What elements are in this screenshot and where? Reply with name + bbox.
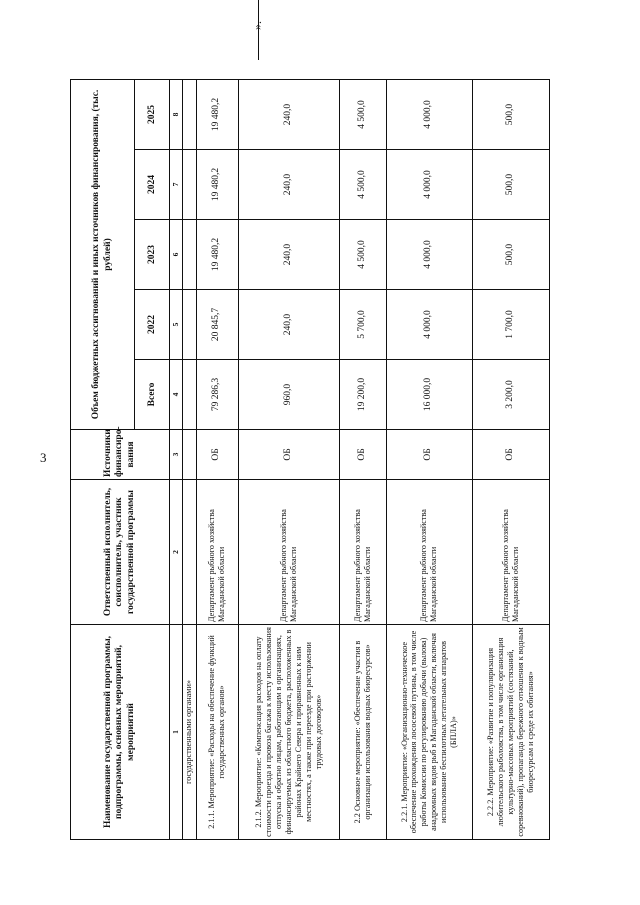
row-name: 2.2.2. Мероприятие: «Развитие и популяризация любительского рыболовства, в том числе организация культурно-массовых мероприятий (состязаний, соревнований), пропаганда бережного отношения к водным биоресурсам и среде их обитания» xyxy=(472,625,549,840)
col-number: 4 xyxy=(170,360,182,430)
header-source: Источники финансиро-вания xyxy=(71,430,170,480)
row-total: 960,0 xyxy=(238,360,340,430)
header-2024: 2024 xyxy=(135,150,170,220)
row-executor: Департамент рыбного хозяйства Магаданской области xyxy=(196,480,238,625)
budget-table xyxy=(70,79,550,840)
row-2022: 5 700,0 xyxy=(340,290,386,360)
col-number: 2 xyxy=(170,480,182,625)
row-total: 79 286,3 xyxy=(196,360,238,430)
table-row xyxy=(182,79,196,839)
row-total: 16 000,0 xyxy=(386,360,472,430)
row-2025: 240,0 xyxy=(238,79,340,149)
header-name: Наименование государственной программы, подпрограммы, основных мероприятий, мероприятий xyxy=(71,625,170,840)
row-2025: 4 500,0 xyxy=(340,79,386,149)
col-number: 1 xyxy=(170,625,182,840)
row-total: 19 200,0 xyxy=(340,360,386,430)
header-2022: 2022 xyxy=(135,290,170,360)
row-2025: 500,0 xyxy=(472,79,549,149)
row-2023: 4 500,0 xyxy=(340,220,386,290)
row-executor: Департамент рыбного хозяйства Магаданской области xyxy=(472,480,549,625)
row-name: 2.2 Основное мероприятие: «Обеспечение участия в организации использования водных биоресурсов» xyxy=(340,625,386,840)
col-number: 7 xyxy=(170,150,182,220)
row-2023: 240,0 xyxy=(238,220,340,290)
col-number: 3 xyxy=(170,430,182,480)
row-2024: 240,0 xyxy=(238,150,340,220)
row-executor: Департамент рыбного хозяйства Магаданской области xyxy=(386,480,472,625)
header-2025: 2025 xyxy=(135,79,170,149)
row-2024: 19 480,2 xyxy=(196,150,238,220)
row-name: государственными органами» xyxy=(182,625,196,840)
row-2022: 240,0 xyxy=(238,290,340,360)
row-2023: 4 000,0 xyxy=(386,220,472,290)
row-total: 3 200,0 xyxy=(472,360,549,430)
table-row xyxy=(472,79,549,839)
header-total: Всего xyxy=(135,360,170,430)
row-2024: 4 500,0 xyxy=(340,150,386,220)
table-row xyxy=(386,79,472,839)
row-2023: 500,0 xyxy=(472,220,549,290)
header-executor: Ответственный исполнитель, соисполнитель, участник государственной программы xyxy=(71,480,170,625)
closing-mark: ». xyxy=(250,21,264,30)
col-number: 5 xyxy=(170,290,182,360)
table-row xyxy=(196,79,238,839)
row-2025: 4 000,0 xyxy=(386,79,472,149)
row-2022: 1 700,0 xyxy=(472,290,549,360)
header-2023: 2023 xyxy=(135,220,170,290)
col-number: 6 xyxy=(170,220,182,290)
row-executor: Департамент рыбного хозяйства Магаданской области xyxy=(238,480,340,625)
row-2022: 20 845,7 xyxy=(196,290,238,360)
row-name: 2.2.1. Мероприятие: «Организационно-техническое обеспечение прохождения лососевой путины, в том числе работы Комиссии по регулированию добычи (вылова) анадромных видов рыб в Магаданской области, включая использование беспилотных летательных аппаратов (БПЛА)» xyxy=(386,625,472,840)
rotated-table-container xyxy=(70,21,550,840)
col-number: 8 xyxy=(170,79,182,149)
row-executor: Департамент рыбного хозяйства Магаданской области xyxy=(340,480,386,625)
row-2022: 4 000,0 xyxy=(386,290,472,360)
row-source: ОБ xyxy=(196,430,238,480)
row-name: 2.1.1. Мероприятие: «Расходы на обеспечение функций государственных органов» xyxy=(196,625,238,840)
table-row xyxy=(340,79,386,839)
row-2025: 19 480,2 xyxy=(196,79,238,149)
row-source: ОБ xyxy=(340,430,386,480)
closing-line xyxy=(258,0,259,60)
row-name: 2.1.2. Мероприятие: «Компенсация расходов на оплату стоимости проезда и провоза багажа к месту использования отпуска и обратно лицам, работающим в организациях, финансируемых из областного бюджета, расположенных в районах Крайнего Севера и приравненных к ним местностях, а также при переезде при расторжении трудовых договоров» xyxy=(238,625,340,840)
row-2024: 500,0 xyxy=(472,150,549,220)
row-source: ОБ xyxy=(386,430,472,480)
page-number: 3 xyxy=(40,450,47,465)
row-2024: 4 000,0 xyxy=(386,150,472,220)
row-source: ОБ xyxy=(472,430,549,480)
table-row xyxy=(238,79,340,839)
header-volume: Объем бюджетных ассигнований и иных источников финансирования, (тыс. рублей) xyxy=(71,79,135,429)
row-source: ОБ xyxy=(238,430,340,480)
row-2023: 19 480,2 xyxy=(196,220,238,290)
